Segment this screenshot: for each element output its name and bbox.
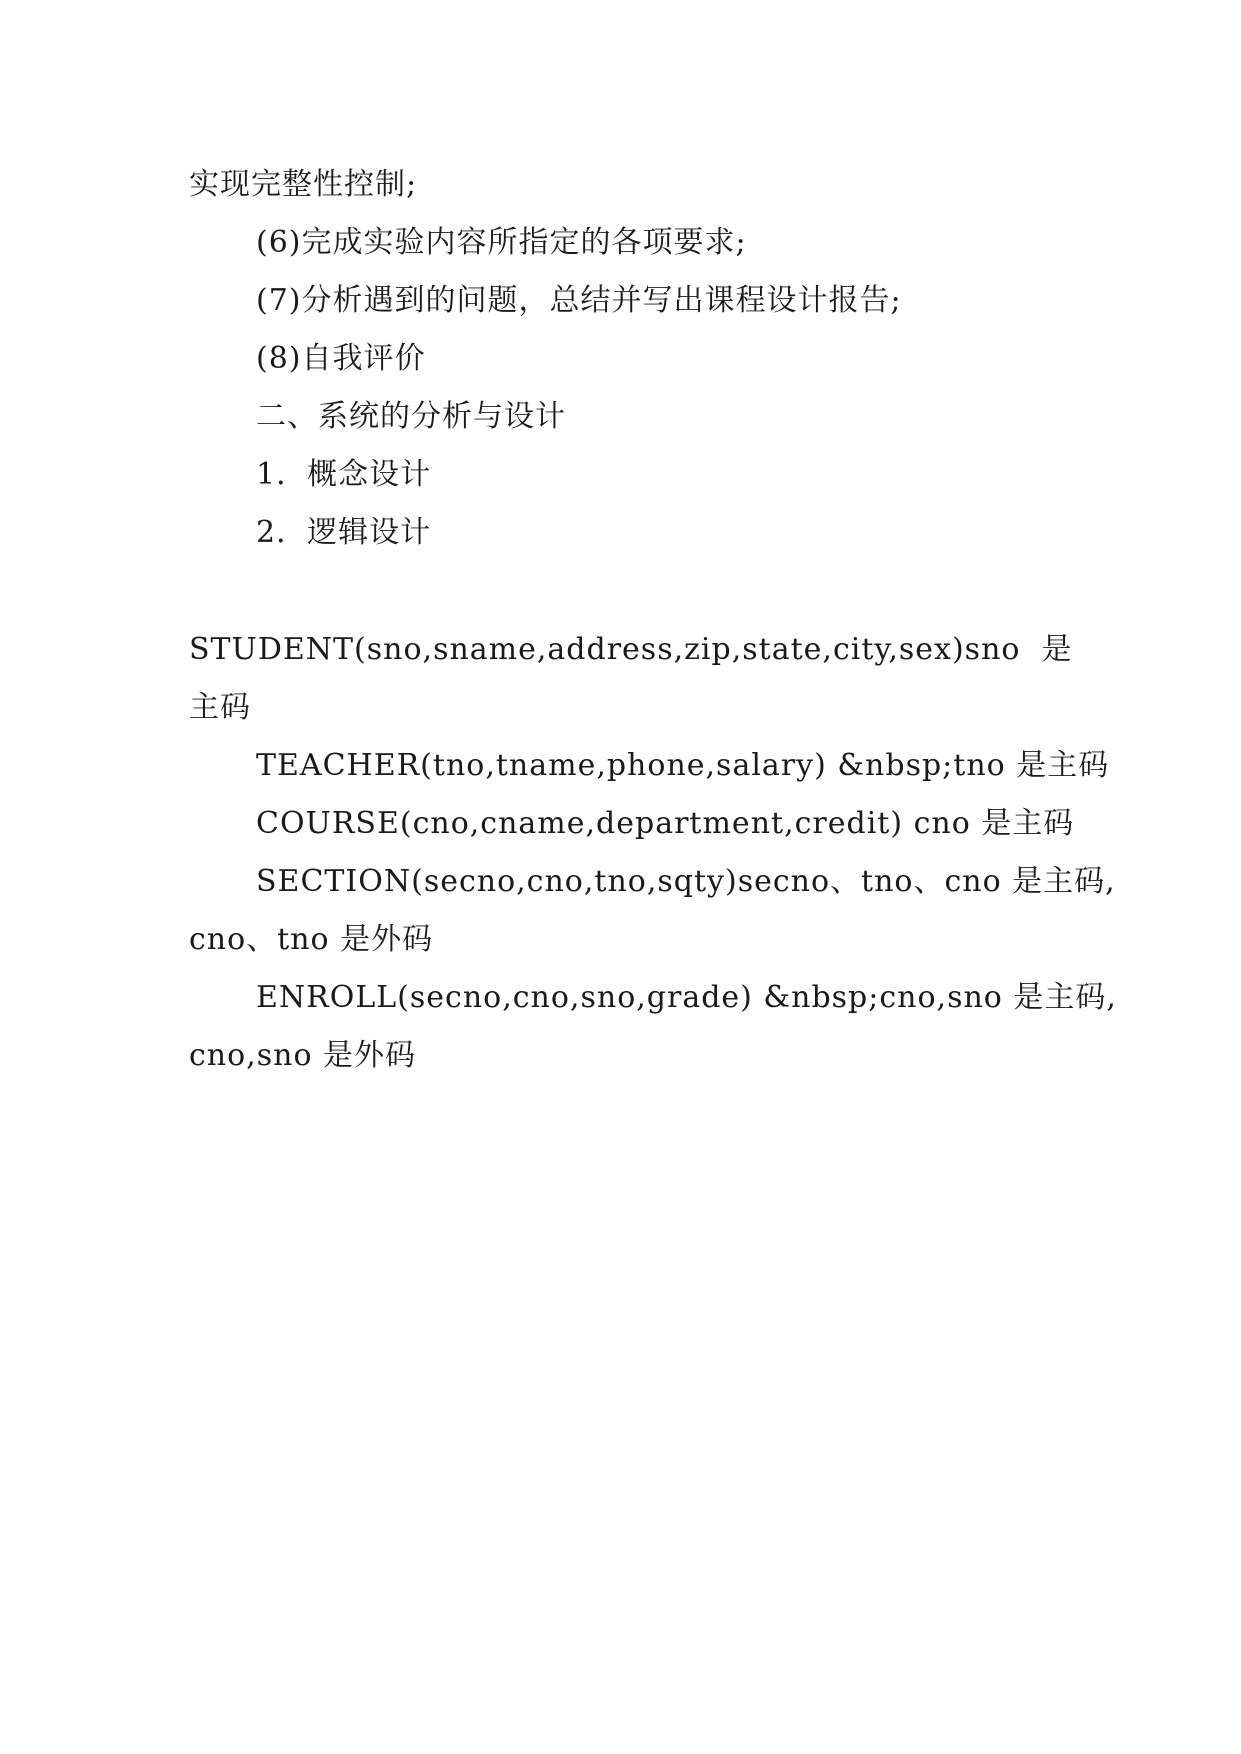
text-line: (6)完成实验内容所指定的各项要求; <box>256 225 747 260</box>
text-line: (7)分析遇到的问题，总结并写出课程设计报告; <box>256 283 902 318</box>
text-line: (8)自我评价 <box>256 341 426 376</box>
schema-line: SECTION(secno,cno,tno,sqty)secno、tno、cno 是主码, <box>256 864 1116 899</box>
section-heading: 二、系统的分析与设计 <box>256 399 566 434</box>
schema-line: STUDENT(sno,sname,address,zip,state,city,sex)sno 是 <box>189 632 1073 667</box>
schema-line: TEACHER(tno,tname,phone,salary) &nbsp;tno 是主码 <box>256 748 1110 783</box>
text-line: 实现完整性控制; <box>189 167 418 202</box>
subsection-heading: 2．逻辑设计 <box>256 515 432 550</box>
schema-line: 主码 <box>189 690 251 725</box>
schema-line: cno,sno 是外码 <box>189 1038 417 1073</box>
schema-line: cno、tno 是外码 <box>189 922 434 957</box>
schema-line: COURSE(cno,cname,department,credit) cno 是主码 <box>256 806 1075 841</box>
subsection-heading: 1．概念设计 <box>256 457 432 492</box>
schema-line: ENROLL(secno,cno,sno,grade) &nbsp;cno,sno 是主码, <box>256 980 1117 1015</box>
